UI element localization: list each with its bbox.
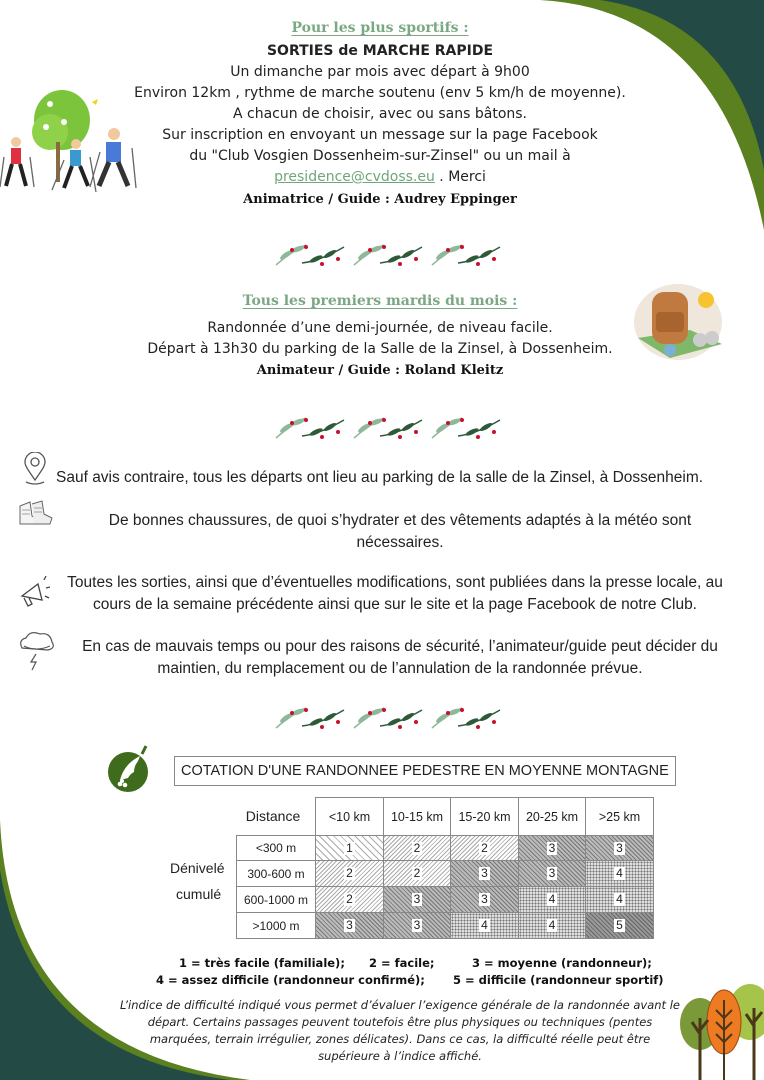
difficulty-cell — [585, 835, 654, 861]
row-header: 300-600 m — [236, 860, 316, 887]
legend-level-4: 4 = assez difficile (randonneur confirmé); — [156, 973, 425, 987]
difficulty-value: 2 — [346, 892, 353, 906]
info-line: du "Club Vosgien Dossenheim-sur-Zinsel" ou un mail à — [189, 148, 571, 164]
holly-leaf-badge-icon — [106, 742, 156, 794]
note-departure-location — [56, 467, 746, 489]
column-header: 20-25 km — [518, 797, 586, 836]
storm-cloud-icon — [16, 630, 56, 672]
cotation-title: COTATION D'UNE RANDONNEE PEDESTRE EN MOYENNE MONTAGNE — [174, 756, 676, 786]
difficulty-cell — [518, 860, 586, 887]
email-line — [150, 167, 610, 188]
info-line: Départ à 13h30 du parking de la Salle de la Zinsel, à Dossenheim. — [147, 341, 613, 357]
difficulty-cell — [383, 912, 451, 939]
cumule-label: cumulé — [176, 886, 222, 902]
difficulty-value: 3 — [548, 866, 556, 880]
column-header: 15-20 km — [450, 797, 519, 836]
note-line: En cas de mauvais temps ou pour des raisons de sécurité, l’animateur/guide peut décider du — [82, 638, 718, 655]
info-line: Environ 12km , rythme de marche soutenu (env 5 km/h de moyenne). — [134, 85, 626, 101]
difficulty-value: 4 — [548, 918, 556, 932]
difficulty-cell — [315, 860, 384, 887]
section-heading-sportifs: Pour les plus sportifs : — [291, 20, 469, 36]
difficulty-cell — [518, 912, 586, 939]
location-pin-icon — [20, 452, 50, 486]
difficulty-value: 3 — [481, 892, 488, 906]
difficulty-cell — [518, 835, 586, 861]
holly-garland-divider — [272, 410, 508, 444]
guide-roland: Animateur / Guide : Roland Kleitz — [256, 363, 504, 378]
denivele-label: Dénivelé — [170, 860, 225, 876]
difficulty-cell — [585, 860, 654, 887]
difficulty-cell — [315, 886, 384, 913]
cotation-panel — [170, 752, 669, 942]
difficulty-value: 2 — [346, 866, 353, 880]
column-header: 10-15 km — [383, 797, 451, 836]
info-line: Un dimanche par mois avec départ à 9h00 — [230, 64, 530, 80]
column-header: >25 km — [585, 797, 654, 836]
difficulty-value: 3 — [548, 840, 556, 855]
difficulty-cell — [315, 835, 384, 861]
difficulty-disclaimer — [120, 997, 680, 1065]
difficulty-cell — [450, 886, 519, 913]
difficulty-value: 5 — [616, 918, 623, 932]
difficulty-cell — [383, 886, 451, 913]
note-equipment — [80, 510, 720, 554]
column-header: <10 km — [315, 797, 384, 836]
info-line: Sur inscription en envoyant un message sur la page Facebook — [162, 127, 598, 143]
disclaimer-line: supérieure à l’indice affiché. — [318, 1049, 482, 1063]
disclaimer-line: marquées, terrain irrégulier, zones délicates). Dans ce cas, la difficulté réelle peut être — [149, 1032, 651, 1046]
row-header: <300 m — [236, 835, 316, 861]
email-suffix: . Merci — [434, 169, 486, 185]
difficulty-cell — [585, 886, 654, 913]
section-heading-mardis: Tous les premiers mardis du mois : — [242, 293, 518, 309]
note-line: nécessaires. — [356, 534, 444, 551]
note-line: Sauf avis contraire, tous les départs ont lieu au parking de la salle de la Zinsel, à Dossenheim. — [56, 469, 704, 486]
difficulty-cell — [315, 912, 384, 939]
difficulty-cell — [518, 886, 586, 913]
trees-illustration — [676, 978, 764, 1080]
info-line: A chacun de choisir, avec ou sans bâtons. — [232, 106, 528, 122]
row-header: >1000 m — [236, 912, 316, 939]
row-header: 600-1000 m — [236, 886, 316, 913]
distance-label: Distance — [245, 808, 301, 824]
cotation-legend — [150, 956, 670, 990]
note-line: Toutes les sorties, ainsi que d’éventuelles modifications, sont publiées dans la presse locale, au — [67, 574, 723, 591]
note-weather — [55, 636, 745, 680]
difficulty-value: 4 — [616, 892, 623, 906]
disclaimer-line: départ. Certains passages peuvent toutefois être plus physiques ou techniques (pentes — [147, 1015, 653, 1029]
hiking-boots-icon — [16, 498, 56, 528]
section-title-marche-rapide: SORTIES de MARCHE RAPIDE — [266, 43, 494, 59]
disclaimer-line: L’indice de difficulté indiqué vous permet d’évaluer l’exigence générale de la randonnée avant le — [120, 998, 680, 1012]
difficulty-value: 4 — [616, 866, 623, 880]
difficulty-value: 2 — [413, 866, 421, 880]
nordic-walkers-illustration — [0, 82, 145, 207]
difficulty-value: 2 — [481, 840, 488, 855]
email-link[interactable]: presidence@cvdoss.eu — [274, 169, 435, 185]
difficulty-cell — [450, 860, 519, 887]
difficulty-cell — [383, 860, 451, 887]
note-line: maintien, du remplacement ou de l’annulation de la randonnée prévue. — [157, 660, 643, 677]
difficulty-value: 2 — [413, 840, 421, 855]
note-publication — [50, 572, 740, 616]
difficulty-cell — [450, 835, 519, 861]
difficulty-value: 3 — [481, 866, 488, 880]
legend-level-1: 1 = très facile (familiale); — [179, 956, 345, 970]
note-line: De bonnes chaussures, de quoi s’hydrater et des vêtements adaptés à la météo sont — [108, 512, 692, 529]
difficulty-value: 3 — [413, 892, 421, 906]
difficulty-cell — [383, 835, 451, 861]
legend-level-5: 5 = difficile (randonneur sportif) — [453, 973, 664, 987]
backpack-illustration — [630, 278, 726, 364]
difficulty-value: 3 — [346, 918, 353, 932]
difficulty-cell — [450, 912, 519, 939]
holly-garland-divider — [272, 700, 508, 734]
legend-level-2: 2 = facile; — [369, 956, 435, 970]
guide-audrey: Animatrice / Guide : Audrey Eppinger — [243, 192, 517, 207]
section-sportifs — [134, 17, 626, 207]
difficulty-value: 4 — [548, 892, 556, 906]
info-line: Randonnée d’une demi-journée, de niveau facile. — [207, 320, 553, 336]
megaphone-icon — [18, 574, 50, 610]
difficulty-value: 3 — [616, 840, 623, 855]
difficulty-value: 3 — [413, 918, 421, 932]
section-mardis — [147, 290, 613, 378]
difficulty-cell — [585, 912, 654, 939]
difficulty-value: 4 — [481, 918, 488, 932]
difficulty-value: 1 — [346, 840, 353, 855]
note-line: cours de la semaine précédente ainsi que sur le site et la page Facebook de notre Club. — [92, 596, 697, 613]
holly-garland-divider — [272, 237, 508, 271]
legend-level-3: 3 = moyenne (randonneur); — [472, 956, 652, 970]
